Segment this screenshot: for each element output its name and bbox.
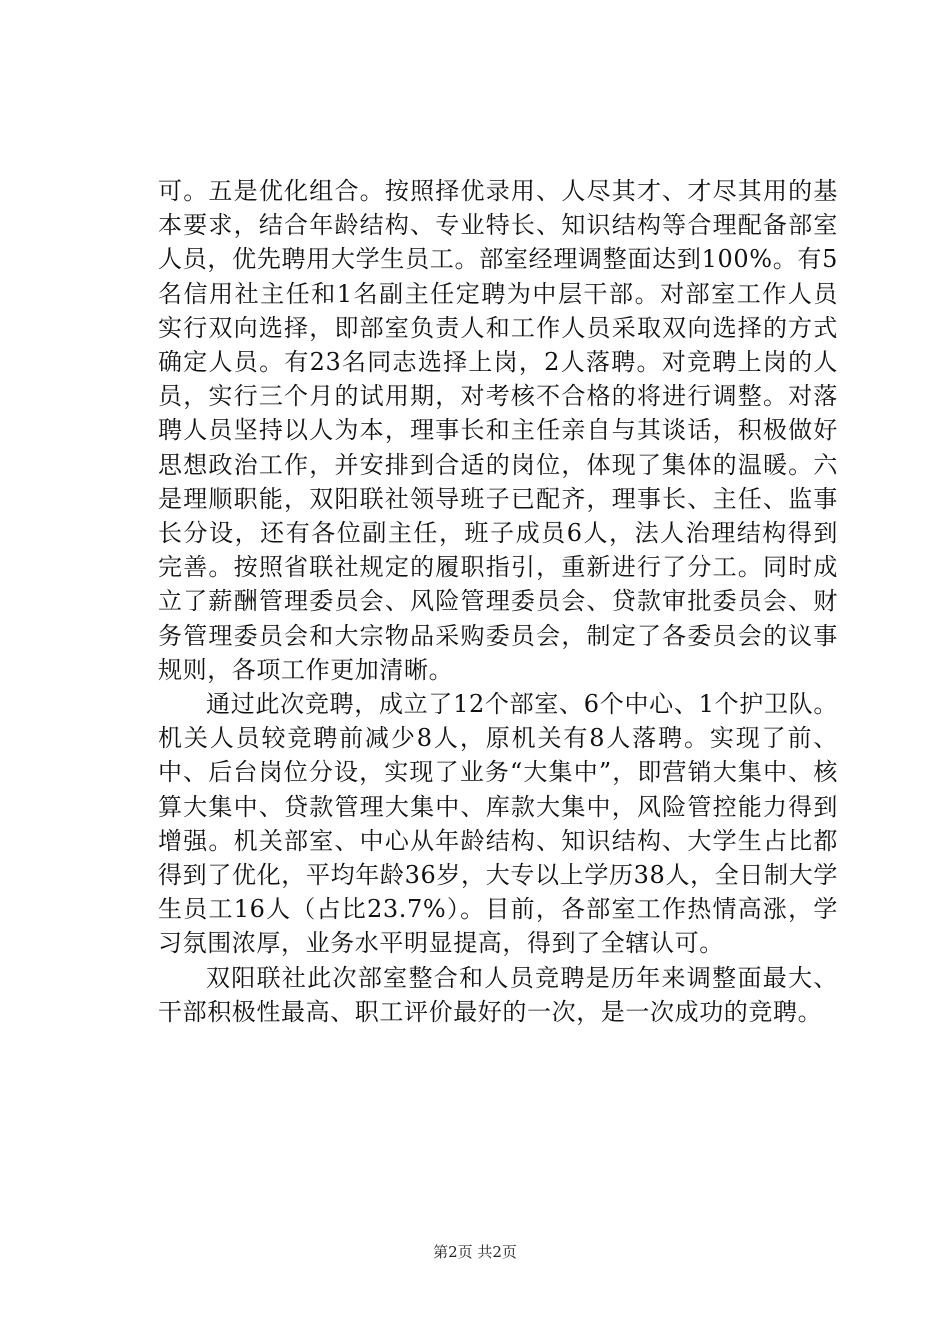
paragraph-conclusion: 双阳联社此次部室整合和人员竞聘是历年来调整面最大、干部积极性最高、职工评价最好的一次，是一次成功的竞聘。 bbox=[158, 963, 838, 1026]
paragraph-competition-results: 通过此次竞聘，成立了12个部室、6个中心、1个护卫队。机关人员较竞聘前减少8人，原机关有8人落聘。实现了前、中、后台岗位分设，实现了业务“大集中”，即营销大集中、核算大集中、贷款管理大集中、库款大集中，风险管控能力得到增强。机关部室、中心从年龄结构、知识结构、大学生占比都得到了优化，平均年龄36岁，大专以上学历38人，全日制大学生员工16人（占比23.7%）。目前，各部室工作热情高涨，学习氛围浓厚，业务水平明显提高，得到了全辖认可。 bbox=[158, 690, 838, 958]
paragraph-continuation: 可。五是优化组合。按照择优录用、人尽其才、才尽其用的基本要求，结合年龄结构、专业特长、知识结构等合理配备部室人员，优先聘用大学生员工。部室经理调整面达到100%。有5名信用社主任和1名副主任定聘为中层干部。对部室工作人员实行双向选择，即部室负责人和工作人员采取双向选择的方式确定人员。有23名同志选择上岗，2人落聘。对竞聘上岗的人员，实行三个月的试用期，对考核不合格的将进行调整。对落聘人员坚持以人为本，理事长和主任亲自与其谈话，积极做好思想政治工作，并安排到合适的岗位，体现了集体的温暖。六是理顺职能，双阳联社领导班子已配齐，理事长、主任、监事长分设，还有各位副主任，班子成员6人，法人治理结构得到完善。按照省联社规定的履职指引，重新进行了分工。同时成立了薪酬管理委员会、风险管理委员会、贷款审批委员会、财务管理委员会和大宗物品采购委员会，制定了各委员会的议事规则，各项工作更加清晰。 bbox=[158, 177, 838, 684]
document-body bbox=[158, 174, 838, 1029]
page-footer: 第2页 共2页 bbox=[433, 1243, 517, 1261]
